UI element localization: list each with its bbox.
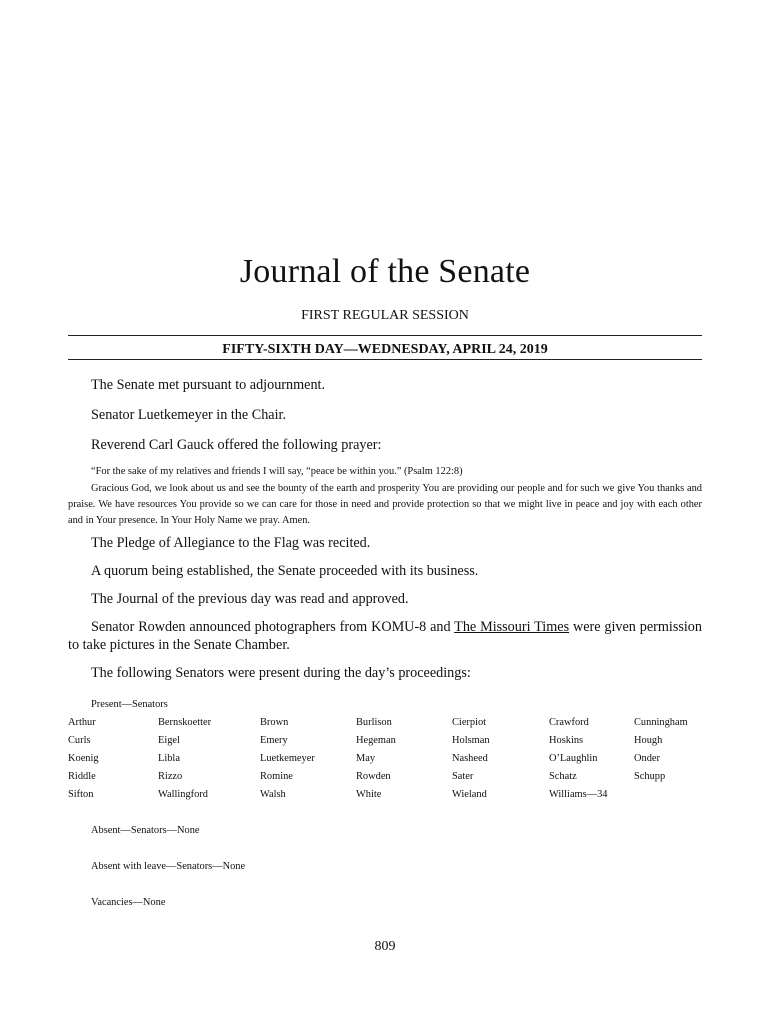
journal-title: Journal of the Senate: [239, 253, 531, 290]
photographers-text-before: Senator Rowden announced photographers from KOMU-8 and: [91, 619, 455, 635]
senator-name: Rizzo: [158, 771, 183, 782]
senator-name: White: [356, 789, 382, 800]
paragraph-prayer-intro: Reverend Carl Gauck offered the following prayer:: [91, 437, 382, 453]
senator-name: Onder: [634, 753, 660, 764]
session-label: FIRST REGULAR SESSION: [301, 308, 469, 323]
senator-name: O’Laughlin: [549, 753, 598, 764]
senator-name: Curls: [68, 735, 91, 746]
roster-row: [68, 770, 708, 788]
page-number: 809: [374, 939, 396, 954]
present-label: Present—Senators: [91, 699, 168, 710]
absent-with-leave-label: Absent with leave—Senators—None: [91, 861, 246, 872]
senator-name: Holsman: [452, 735, 490, 746]
senator-name: Nasheed: [452, 753, 488, 764]
roster-row: [68, 788, 708, 806]
paragraph-pledge: The Pledge of Allegiance to the Flag was recited.: [91, 535, 371, 551]
senator-name: Cunningham: [634, 717, 688, 728]
senator-name: Eigel: [158, 735, 180, 746]
senator-name: Riddle: [68, 771, 96, 782]
paragraph-journal: The Journal of the previous day was read and approved.: [91, 591, 409, 607]
senator-name: Libla: [158, 753, 180, 764]
senator-name: Williams—34: [549, 789, 608, 800]
senator-name: Schupp: [634, 771, 666, 782]
senator-name: May: [356, 753, 376, 764]
vacancies-label: Vacancies—None: [91, 897, 166, 908]
roster-row: [68, 734, 708, 752]
senator-name: Schatz: [549, 771, 577, 782]
paragraph-met: The Senate met pursuant to adjournment.: [91, 377, 326, 393]
senator-name: Crawford: [549, 717, 589, 728]
senator-roster: [68, 716, 708, 806]
prayer-body: Gracious God, we look about us and see the bounty of the earth and prosperity You are providing our people and for such we give You thanks and praise. We have resources You provide so we can care for those in need and provide protection so that we might live in peace and joy with each other and in Your presence. In Your Holy Name we pray. Amen.: [68, 483, 702, 526]
roster-row: [68, 716, 708, 734]
prayer-quote: “For the sake of my relatives and friends I will say, “peace be within you.” (Psalm 122:8): [91, 466, 463, 477]
senator-name: Arthur: [68, 717, 96, 728]
senator-name: Walsh: [260, 789, 286, 800]
photographers-text-after: were given permission to take pictures in the Senate Chamber.: [68, 619, 702, 653]
senator-name: Wallingford: [158, 789, 208, 800]
senator-name: Burlison: [356, 717, 392, 728]
senator-name: Rowden: [356, 771, 391, 782]
heading-rule-top: [68, 335, 702, 336]
roster-row: [68, 752, 708, 770]
senator-name: Bernskoetter: [158, 717, 212, 728]
paragraph-photographers: [68, 618, 702, 654]
paragraph-quorum: A quorum being established, the Senate proceeded with its business.: [91, 563, 479, 579]
publication-name: The Missouri Times: [454, 619, 570, 635]
absent-label: Absent—Senators—None: [91, 825, 200, 836]
day-heading: FIFTY-SIXTH DAY—WEDNESDAY, APRIL 24, 2019: [222, 342, 548, 357]
senator-name: Wieland: [452, 789, 487, 800]
senator-name: Romine: [260, 771, 293, 782]
paragraph-chair: Senator Luetkemeyer in the Chair.: [91, 407, 287, 423]
heading-rule-bottom: [68, 359, 702, 360]
senator-name: Hoskins: [549, 735, 584, 746]
senator-name: Luetkemeyer: [260, 753, 315, 764]
paragraph-present-intro: The following Senators were present during the day’s proceedings:: [91, 665, 471, 681]
senator-name: Hegeman: [356, 735, 396, 746]
senator-name: Koenig: [68, 753, 99, 764]
senator-name: Sater: [452, 771, 474, 782]
senator-name: Sifton: [68, 789, 94, 800]
senator-name: Emery: [260, 735, 288, 746]
senator-name: Hough: [634, 735, 663, 746]
senator-name: Brown: [260, 717, 289, 728]
senator-name: Cierpiot: [452, 717, 487, 728]
